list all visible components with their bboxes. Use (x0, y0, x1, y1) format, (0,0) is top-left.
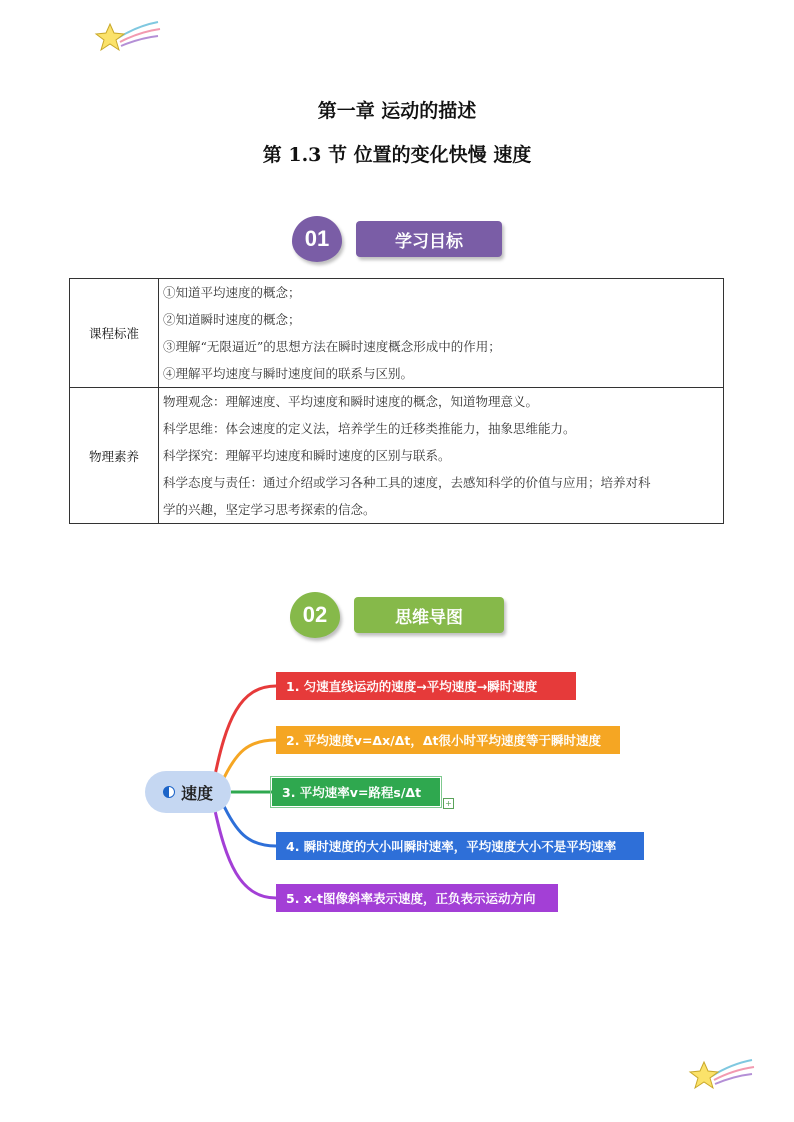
section-number-badge: 02 (290, 592, 340, 638)
section-label-badge: 学习目标 (356, 221, 502, 257)
row-header-curriculum: 课程标准 (70, 279, 159, 388)
connector-5 (214, 806, 276, 898)
expand-icon[interactable]: + (443, 798, 454, 809)
mindmap-branch-5[interactable]: 5. x-t图像斜率表示速度，正负表示运动方向 (276, 884, 558, 912)
table-line: 科学思维：体会速度的定义法，培养学生的迁移类推能力，抽象思维能力。 (163, 421, 576, 436)
table-line: 物理观念：理解速度、平均速度和瞬时速度的概念，知道物理意义。 (163, 394, 539, 409)
mindmap-branch-1[interactable]: 1. 匀速直线运动的速度→平均速度→瞬时速度 (276, 672, 576, 700)
row-header-literacy: 物理素养 (70, 388, 159, 524)
connector-1 (214, 686, 276, 780)
table-line: ③理解“无限逼近”的思想方法在瞬时速度概念形成中的作用； (163, 339, 501, 354)
table-line: 科学态度与责任：通过介绍或学习各种工具的速度，去感知科学的价值与应用；培养对科 (163, 475, 651, 490)
mindmap-branch-3[interactable]: 3. 平均速率v=路程s/Δt (272, 778, 440, 806)
chapter-title: 第一章 运动的描述 (317, 100, 477, 122)
section-number-badge: 01 (292, 216, 342, 262)
mindmap-branch-2[interactable]: 2. 平均速度v=Δx/Δt，Δt很小时平均速度等于瞬时速度 (276, 726, 620, 754)
connector-2 (222, 740, 276, 782)
table-line: 科学探究：理解平均速度和瞬时速度的区别与联系。 (163, 448, 451, 463)
connector-4 (222, 802, 276, 846)
section-label-badge: 思维导图 (354, 597, 504, 633)
table-line: 学的兴趣，坚定学习思考探索的信念。 (163, 502, 376, 517)
table-line: ②知道瞬时速度的概念； (163, 312, 301, 327)
section-title: 第 1.3 节 位置的变化快慢 速度 (262, 144, 532, 166)
table-line: ①知道平均速度的概念； (163, 285, 301, 300)
mindmap-branch-4[interactable]: 4. 瞬时速度的大小叫瞬时速率，平均速度大小不是平均速率 (276, 832, 644, 860)
mindmap-central-node[interactable] (145, 771, 231, 813)
central-node-label: 速度 (180, 783, 213, 803)
half-circle-icon (163, 786, 175, 798)
table-line: ④理解平均速度与瞬时速度间的联系与区别。 (163, 366, 414, 381)
